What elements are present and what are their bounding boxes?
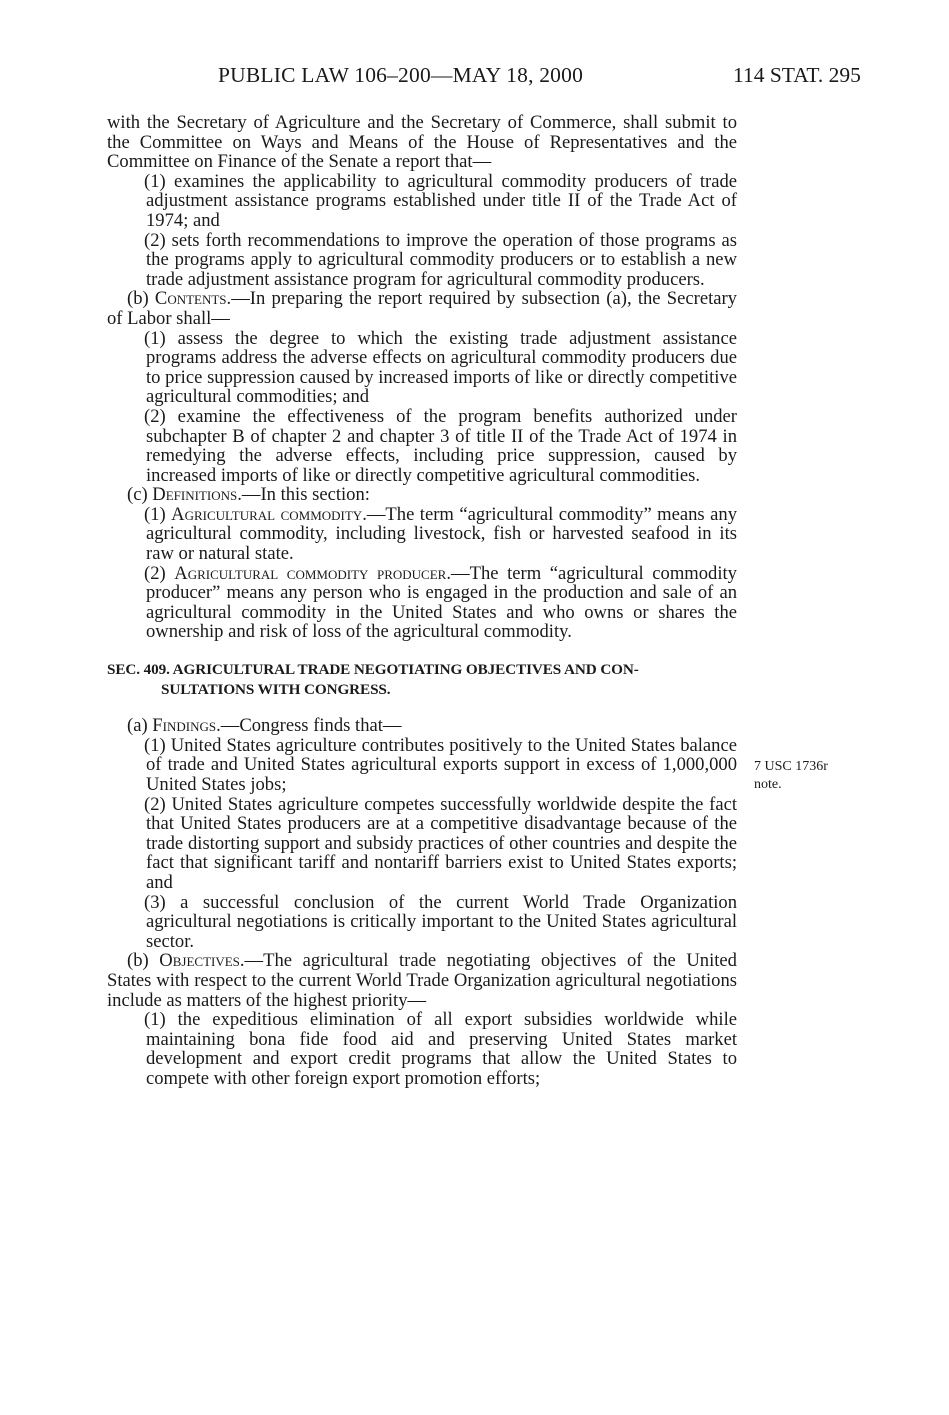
page-header [0,63,949,93]
intro-paragraph: with the Secretary of Agriculture and the Secretary of Commerce, shall submit to the Committee on Ways and Means of the House of Representatives and the Committee on Finance of the Senate a report that— [107,112,737,173]
stat-page-number: 114 STAT. 295 [733,63,861,87]
section-409-paragraph-a3: (3) a successful conclusion of the current World Trade Organization agricultural negotiations is critically important to the United States agricultural sector. [144,891,737,952]
paragraph-a1: (1) examines the applicability to agricultural commodity producers of trade adjustment assistance programs established under title II of the Trade Act of 1974; and [144,170,737,231]
section-409-heading-line2: SULTATIONS WITH CONGRESS. [161,680,391,698]
section-409-paragraph-b1: (1) the expeditious elimination of all export subsidies worldwide while maintaining bona fide food aid and preserving United States market development and export credit programs that allow the United States to compete with other foreign export promotion efforts; [144,1009,737,1089]
section-409-b-heading: Objectives [159,950,240,972]
subsection-b-heading: Contents [154,288,227,310]
subsection-c-text: .—In this section: [237,484,370,506]
paragraph-c2-label: (2) [144,562,175,584]
paragraph-c2 [146,564,737,642]
document-body [107,113,737,1089]
section-409-a-heading: Findings [152,715,217,737]
paragraph-c1-text: .—The term “agricultural commodity” means any agricultural commodity, including livestock, fish or harvested seafood in its raw or natural state. [146,503,737,565]
subsection-b-text: .—In preparing the report required by subsection (a), the Secretary of Labor shall— [107,288,737,329]
section-409-heading [107,660,737,699]
paragraph-c2-text: .—The term “agricultural commodity producer” means any person who is engaged in the production and sale of an agricultural commodity in the United States and who owns or shares the ownership and risk of loss of the agricultural commodity. [146,562,737,643]
paragraph-a2: (2) sets forth recommendations to improve the operation of those programs as the programs apply to agricultural commodity producers or to establish a new trade adjustment assistance program for agricultural commodity producers. [144,229,737,290]
margin-note [754,758,864,794]
paragraph-c1-heading: Agricultural commodity [171,503,363,525]
margin-note-citation: 7 USC 1736r [754,759,828,774]
running-head: PUBLIC LAW 106–200—MAY 18, 2000 [218,63,584,87]
section-409-subsection-b [107,951,737,1010]
section-409-heading-line1: SEC. 409. AGRICULTURAL TRADE NEGOTIATING OBJECTIVES AND CON- [107,661,639,679]
section-409-b-text: .—The agricultural trade negotiating objectives of the United States with respect to the current World Trade Organization agricultural negotiations include as matters of the highest priority— [107,950,737,1011]
section-409-subsection-a [107,716,737,736]
section-409-paragraph-a2: (2) United States agriculture competes successfully worldwide despite the fact that United States producers are at a competitive disadvantage because of the trade distorting support and subsidy practices of other countries and despite the fact that significant tariff and nontariff barriers exist to United States exports; and [144,793,737,893]
subsection-c [107,485,737,505]
section-409-b-label: (b) [127,950,160,972]
margin-note-suffix: note. [754,777,782,792]
subsection-b-label: (b) [127,288,155,310]
section-409-a-text: .—Congress finds that— [216,715,402,737]
paragraph-c1-label: (1) [144,503,172,525]
subsection-c-label: (c) [127,484,153,506]
paragraph-b1: (1) assess the degree to which the existing trade adjustment assistance programs address the adverse effects on agricultural commodity producers due to price suppression caused by increased imports of like or directly competitive agricultural commodities; and [144,327,737,408]
subsection-c-heading: Definitions [152,484,238,506]
section-409-paragraph-a1: (1) United States agriculture contributes positively to the United States balance of trade and United States agricultural exports support in excess of 1,000,000 United States jobs; [144,734,737,795]
subsection-b [107,289,737,328]
paragraph-b2: (2) examine the effectiveness of the program benefits authorized under subchapter B of chapter 2 and chapter 3 of title II of the Trade Act of 1974 in remedying the adverse effects, including price suppression, caused by increased imports of like or directly competitive agricultural commodities. [144,405,737,486]
paragraph-c2-heading: Agricultural commodity producer [174,562,447,584]
paragraph-c1 [146,505,737,564]
section-409-a-label: (a) [127,715,153,737]
